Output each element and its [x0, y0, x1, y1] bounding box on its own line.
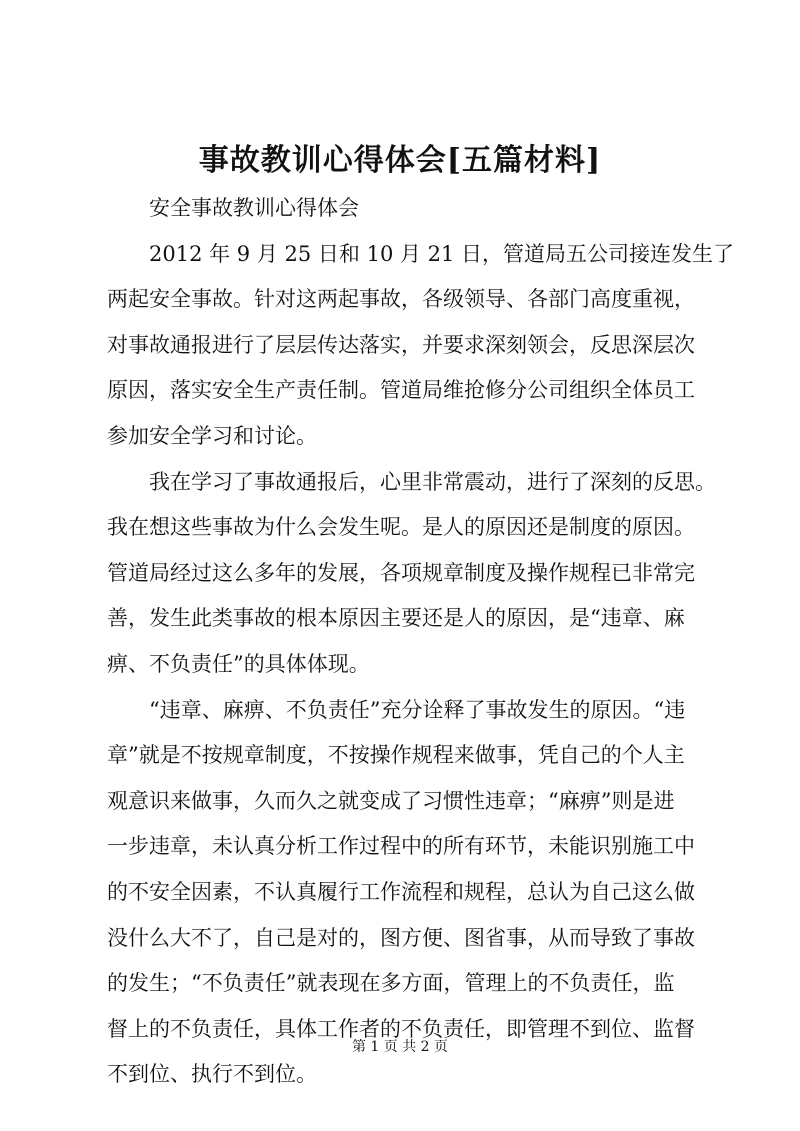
document-title: 事故教训心得体会[五篇材料]	[198, 143, 602, 178]
paragraph-line: 的发生；“不负责任”就表现在多方面，管理上的不负责任，监	[107, 971, 675, 996]
paragraph-line: 观意识来做事，久而久之就变成了习惯性违章；“麻痹”则是进	[107, 788, 675, 813]
paragraph-line: 没什么大不了，自己是对的，图方便、图省事，从而导致了事故	[107, 925, 695, 950]
paragraph-line: 对事故通报进行了层层传达落实，并要求深刻领会，反思深层次	[107, 332, 695, 357]
paragraph-2	[107, 460, 716, 688]
paragraph-line: 一步违章，未认真分析工作过程中的所有环节，未能识别施工中	[107, 834, 695, 859]
document-body	[107, 186, 735, 1098]
paragraph-line: “违章、麻痹、不负责任”充分诠释了事故发生的原因。“违	[149, 697, 686, 722]
paragraph-line: 管道局经过这么多年的发展，各项规章制度及操作规程已非常完	[107, 560, 695, 585]
paragraph-line: 2012 年 9 月 25 日和 10 月 21 日，管道局五公司接连发生了	[149, 241, 735, 266]
paragraph-line: 痹、不负责任”的具体体现。	[107, 651, 370, 676]
paragraph-line: 的不安全因素，不认真履行工作流程和规程，总认为自己这么做	[107, 879, 695, 904]
paragraph-line: 善，发生此类事故的根本原因主要还是人的原因，是“违章、麻	[107, 606, 685, 631]
paragraph-line: 原因，落实安全生产责任制。管道局维抢修分公司组织全体员工	[107, 378, 695, 403]
paragraph-line: 不到位、执行不到位。	[107, 1062, 317, 1087]
paragraph-line: 两起安全事故。针对这两起事故，各级领导、各部门高度重视，	[107, 287, 695, 312]
paragraph-line: 督上的不负责任，具体工作者的不负责任，即管理不到位、监督	[107, 1016, 695, 1041]
paragraph-line: 参加安全学习和讨论。	[107, 423, 317, 448]
paragraph-1	[107, 232, 735, 460]
section-heading: 安全事故教训心得体会	[149, 196, 359, 220]
paragraph-line: 章”就是不按规章制度，不按操作规程来做事，凭自己的个人主	[107, 743, 685, 768]
paragraph-line: 我在想这些事故为什么会发生呢。是人的原因还是制度的原因。	[107, 515, 695, 540]
page-number-footer: 第 1 页 共 2 页	[351, 1039, 449, 1055]
paragraph-line: 我在学习了事故通报后，心里非常震动，进行了深刻的反思。	[149, 469, 716, 494]
